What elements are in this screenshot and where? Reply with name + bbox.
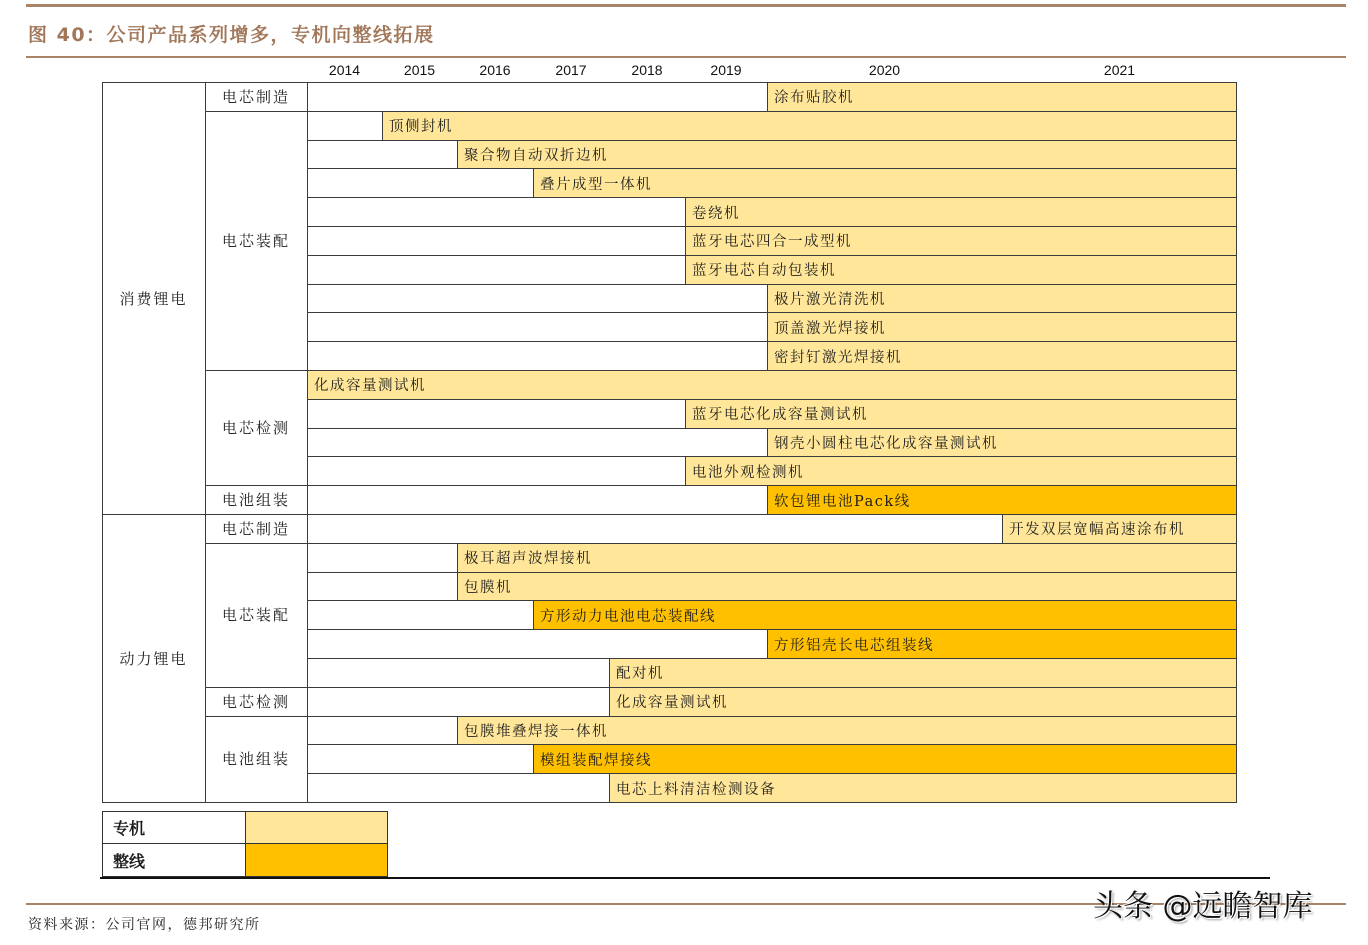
timeline-bar: 卷绕机	[685, 197, 1237, 227]
legend-label-whole-line: 整线	[102, 843, 247, 877]
timeline-empty	[307, 514, 1003, 544]
timeline-bar: 极耳超声波焊接机	[457, 543, 1237, 573]
year-label: 2020	[868, 62, 901, 78]
timeline-bar: 蓝牙电芯四合一成型机	[685, 226, 1237, 256]
timeline-empty	[307, 226, 686, 256]
timeline-bar: 蓝牙电芯自动包装机	[685, 255, 1237, 285]
timeline-empty	[307, 629, 768, 659]
year-label: 2016	[479, 62, 511, 78]
year-label: 2019	[710, 62, 742, 78]
legend-swatch-whole-line	[245, 843, 388, 877]
timeline-empty	[307, 485, 768, 515]
process-label: 电芯检测	[221, 419, 290, 438]
timeline-bar: 蓝牙电芯化成容量测试机	[685, 399, 1237, 429]
timeline-bar: 方形动力电池电芯装配线	[533, 600, 1237, 630]
timeline-empty	[307, 658, 610, 688]
timeline-bar: 包膜堆叠焊接一体机	[457, 716, 1237, 746]
timeline-bar: 钢壳小圆柱电芯化成容量测试机	[767, 428, 1237, 458]
legend-swatch-special-machine	[245, 811, 388, 844]
timeline-empty	[307, 284, 768, 314]
top-divider	[26, 4, 1346, 7]
timeline-bar: 顶侧封机	[382, 111, 1237, 141]
figure-title: 图 40：公司产品系列增多，专机向整线拓展	[28, 24, 435, 46]
timeline-bar: 聚合物自动双折边机	[457, 140, 1237, 170]
timeline-bar: 化成容量测试机	[307, 370, 1237, 400]
table-bottom-rule	[100, 877, 1270, 879]
timeline-bar: 软包锂电池Pack线	[767, 485, 1237, 515]
process-label: 电芯装配	[221, 606, 290, 625]
timeline-bar: 电芯上料清洁检测设备	[609, 773, 1237, 803]
timeline-empty	[307, 399, 686, 429]
timeline-bar: 极片激光清洗机	[767, 284, 1237, 314]
title-divider	[26, 56, 1346, 58]
timeline-bar: 化成容量测试机	[609, 687, 1237, 717]
process-label: 电芯检测	[221, 692, 290, 711]
timeline-bar: 方形铝壳长电芯组装线	[767, 629, 1237, 659]
timeline-empty	[307, 312, 768, 342]
timeline-empty	[307, 82, 768, 112]
timeline-bar: 模组装配焊接线	[533, 744, 1237, 774]
process-label: 电芯装配	[221, 231, 290, 250]
legend-label-special-machine: 专机	[102, 811, 247, 844]
timeline-empty	[307, 600, 534, 630]
year-label: 2021	[1103, 62, 1136, 78]
segment-label: 消费锂电	[119, 289, 188, 308]
timeline-bar: 密封钉激光焊接机	[767, 341, 1237, 371]
year-label: 2015	[403, 62, 436, 78]
timeline-bar: 顶盖激光焊接机	[767, 312, 1237, 342]
timeline-empty	[307, 197, 686, 227]
year-label: 2018	[631, 62, 663, 78]
source-note: 资料来源：公司官网，德邦研究所	[28, 917, 261, 933]
timeline-bar: 涂布贴胶机	[767, 82, 1237, 112]
timeline-empty	[307, 687, 610, 717]
timeline-empty	[307, 456, 686, 486]
timeline-empty	[307, 428, 768, 458]
year-label: 2017	[555, 62, 587, 78]
timeline-empty	[307, 168, 534, 198]
year-label: 2014	[328, 62, 361, 78]
timeline-empty	[307, 341, 768, 371]
watermark: 头条 @远瞻智库	[1093, 889, 1313, 924]
timeline-empty	[307, 773, 610, 803]
timeline-empty	[307, 140, 458, 170]
timeline-empty	[307, 255, 686, 285]
segment-label: 动力锂电	[119, 649, 188, 668]
timeline-empty	[307, 572, 458, 602]
timeline-empty	[307, 111, 383, 141]
timeline-bar: 包膜机	[457, 572, 1237, 602]
process-label: 电池组装	[221, 750, 290, 769]
timeline-empty	[307, 543, 458, 573]
process-label: 电池组装	[221, 491, 290, 510]
process-label: 电芯制造	[221, 87, 290, 106]
timeline-empty	[307, 744, 534, 774]
timeline-bar: 叠片成型一体机	[533, 168, 1237, 198]
timeline-empty	[307, 716, 458, 746]
timeline-bar: 电池外观检测机	[685, 456, 1237, 486]
timeline-bar: 配对机	[609, 658, 1237, 688]
timeline-bar: 开发双层宽幅高速涂布机	[1002, 514, 1237, 544]
process-label: 电芯制造	[221, 519, 290, 538]
